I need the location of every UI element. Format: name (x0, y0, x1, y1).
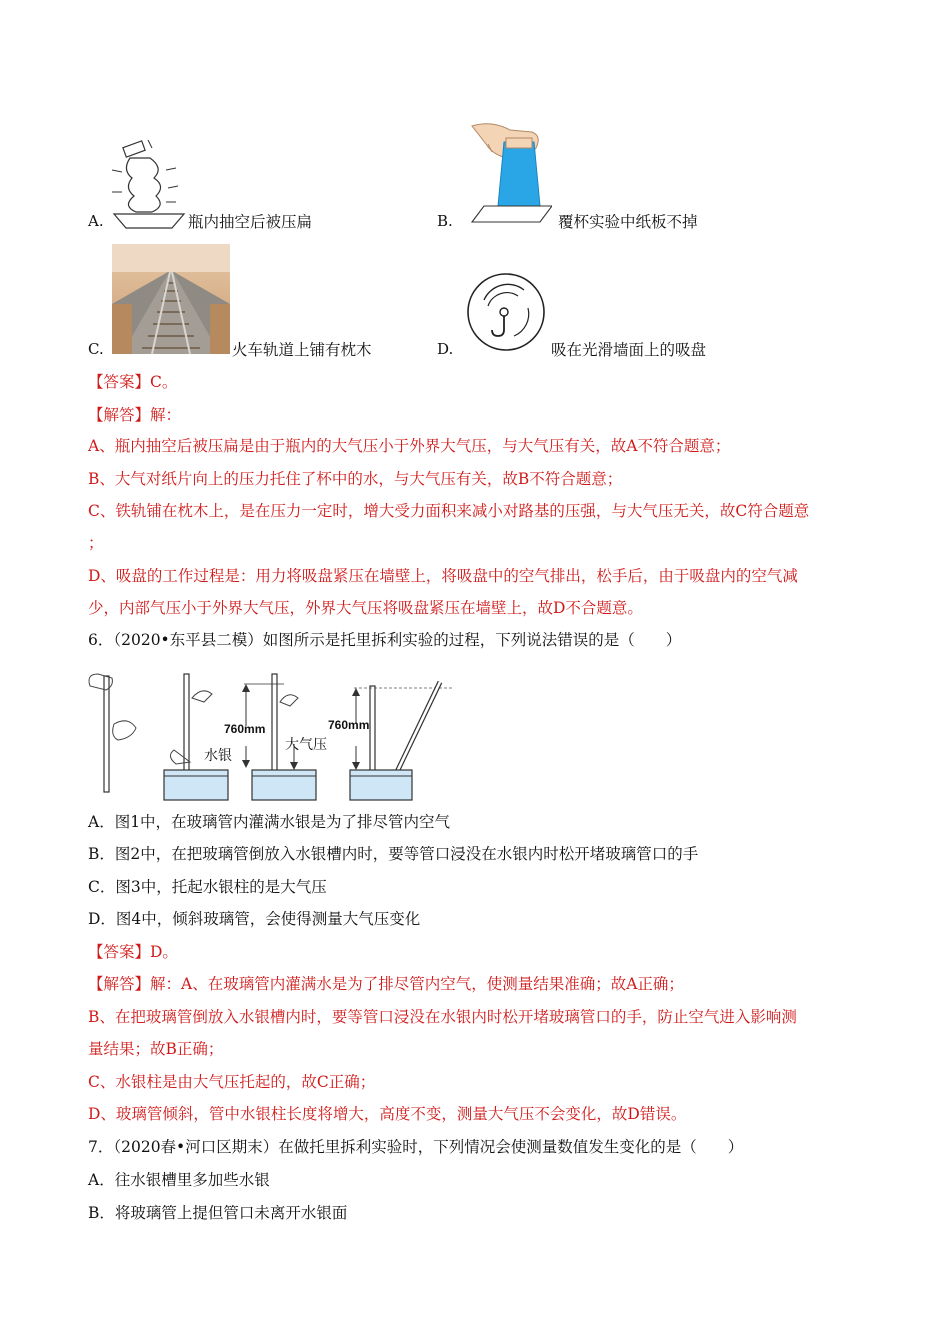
fig-label-760mm-1: 760mm (224, 722, 266, 736)
fig-label-760mm-2: 760mm (328, 718, 370, 732)
crushed-bottle-figure (108, 136, 190, 232)
option-d-letter: D. (437, 340, 454, 358)
q5-analysis-line: D、吸盘的工作过程是：用力将吸盘紧压在墙壁上，将吸盘中的空气排出，松手后，由于吸盘内的空气减 (88, 567, 798, 585)
q7-option: A．往水银槽里多加些水银 (88, 1171, 270, 1189)
q6-option: D．图4中，倾斜玻璃管，会使得测量大气压变化 (88, 910, 421, 928)
option-b-letter: B. (437, 212, 453, 230)
q7-option: B．将玻璃管上提但管口未离开水银面 (88, 1204, 348, 1222)
option-a-letter: A. (88, 212, 104, 230)
option-a-caption: 瓶内抽空后被压扁 (188, 213, 313, 231)
q5-analysis-line: B、大气对纸片向上的压力托住了杯中的水，与大气压有关，故B不符合题意； (88, 470, 623, 488)
option-b-caption: 覆杯实验中纸板不掉 (558, 213, 698, 231)
q5-analysis-line: A、瓶内抽空后被压扁是由于瓶内的大气压小于外界大气压，与大气压有关，故A不符合题意； (88, 437, 731, 455)
option-c-caption: 火车轨道上铺有枕木 (232, 341, 372, 359)
q6-analysis-line: 量结果；故B正确； (88, 1040, 224, 1058)
option-c-letter: C. (88, 340, 104, 358)
q7-stem: 7．（2020春•河口区期末）在做托里拆利实验时，下列情况会使测量数值发生变化的是（ ） (88, 1138, 744, 1156)
q6-option: B．图2中，在把玻璃管倒放入水银槽内时，要等管口浸没在水银内时松开堵玻璃管口的手 (88, 845, 699, 863)
q6-answer: 【答案】D。 (88, 943, 178, 961)
torricelli-experiment-figure (84, 664, 464, 804)
q6-analysis-line: C、水银柱是由大气压托起的，故C正确； (88, 1073, 376, 1091)
q5-answer: 【答案】C。 (88, 373, 178, 391)
q6-option: A．图1中，在玻璃管内灌满水银是为了排尽管内空气 (88, 813, 451, 831)
fig-label-mercury: 水银 (204, 748, 232, 764)
q6-stem: 6．（2020•东平县二模）如图所示是托里拆利实验的过程，下列说法错误的是（ ） (88, 631, 682, 649)
q6-analysis-line: B、在把玻璃管倒放入水银槽内时，要等管口浸没在水银内时松开堵玻璃管口的手，防止空气进入影响测 (88, 1008, 797, 1026)
fig-label-atmospheric-pressure: 大气压 (285, 737, 327, 753)
suction-cup-figure (464, 270, 548, 354)
cup-paper-figure (462, 118, 552, 226)
q6-analysis-line: D、玻璃管倾斜，管中水银柱长度将增大，高度不变，测量大气压不会变化，故D错误。 (88, 1105, 687, 1123)
railway-track-photo (112, 244, 230, 354)
q6-option: C．图3中，托起水银柱的是大气压 (88, 878, 327, 896)
option-d-caption: 吸在光滑墙面上的吸盘 (551, 341, 707, 359)
q6-analysis-line: 【解答】解：A、在玻璃管内灌满水是为了排尽管内空气，使测量结果准确；故A正确； (88, 975, 684, 993)
q5-analysis-line: 少，内部气压小于外界大气压，外界大气压将吸盘紧压在墙壁上，故D不合题意。 (88, 599, 643, 617)
q5-analysis-line: C、铁轨铺在枕木上，是在压力一定时，增大受力面积来减小对路基的压强，与大气压无关，故C符合题意 (88, 502, 810, 520)
q5-analysis-line: ； (88, 534, 104, 552)
q5-analysis-head: 【解答】解： (88, 406, 182, 424)
